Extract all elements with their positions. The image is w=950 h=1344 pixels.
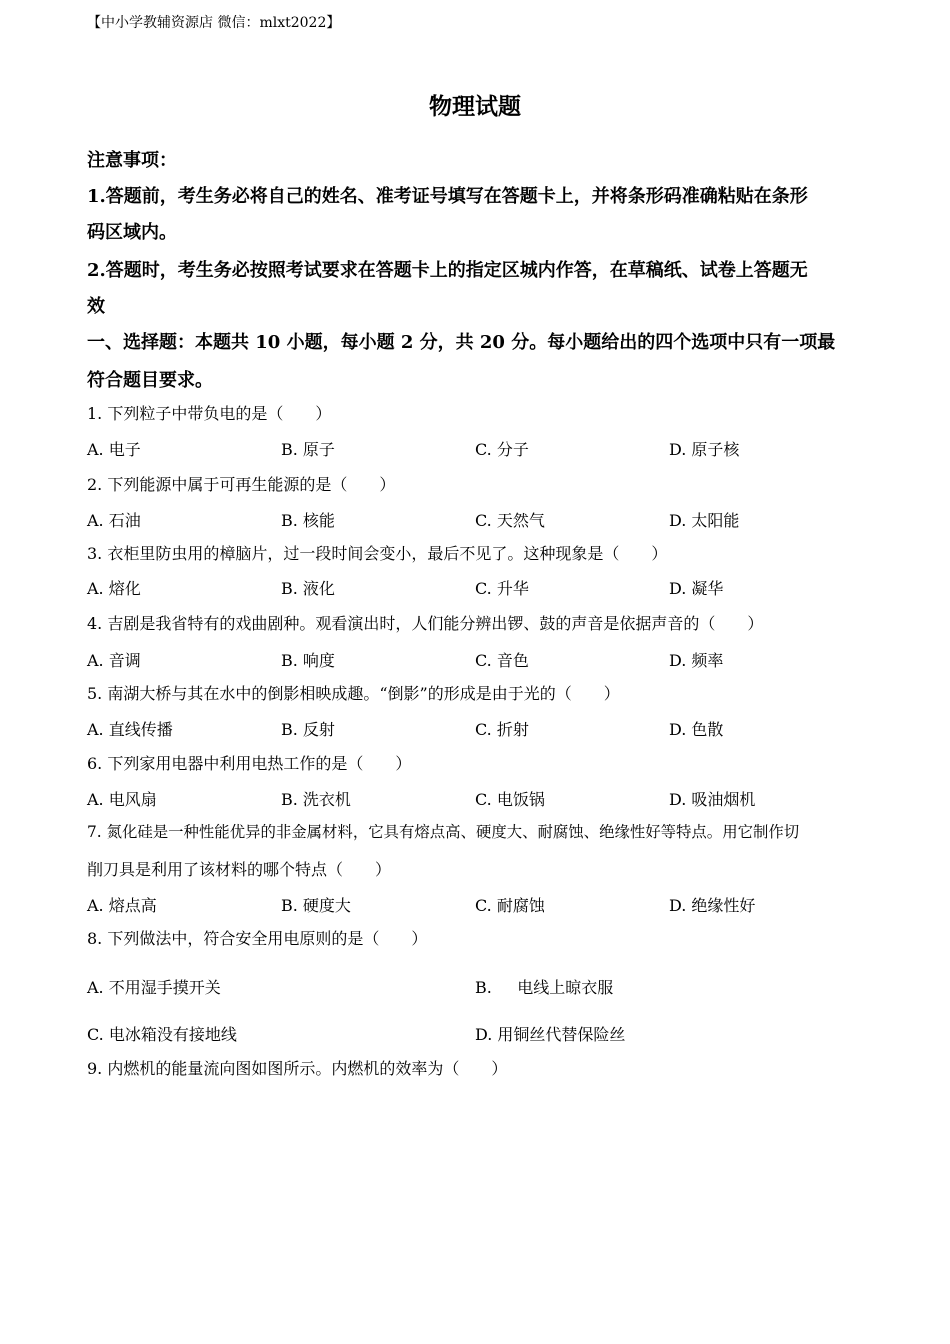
question-7-option-c: C. 耐腐蚀 [475, 896, 545, 915]
section-1-heading-line-1: 一、选择题：本题共 10 小题，每小题 2 分，共 20 分。每小题给出的四个选项中只有一项最 [87, 332, 836, 353]
question-3-option-b: B. 液化 [281, 579, 335, 598]
notice-item-2-line-1: 2.答题时，考生务必按照考试要求在答题卡上的指定区城内作答，在草稿纸、试卷上答题无 [87, 260, 808, 281]
question-2-option-c: C. 天然气 [475, 511, 545, 530]
question-6-option-d: D. 吸油烟机 [669, 790, 756, 809]
question-8-option-b: B. 电线上晾衣服 [475, 978, 614, 997]
question-4-option-a: A. 音调 [87, 651, 141, 670]
question-2-option-a: A. 石油 [87, 511, 141, 530]
notice-item-1-line-2: 码区域内。 [87, 222, 177, 243]
question-2-option-d: D. 太阳能 [669, 511, 740, 530]
question-8-stem: 8. 下列做法中，符合安全用电原则的是（ ） [87, 929, 428, 948]
question-4-option-d: D. 频率 [669, 651, 724, 670]
question-2-stem: 2. 下列能源中属于可再生能源的是（ ） [87, 475, 396, 494]
question-7-stem-line-2: 削刀具是利用了该材料的哪个特点（ ） [87, 860, 392, 879]
question-1-stem: 1. 下列粒子中带负电的是（ ） [87, 404, 332, 423]
question-1-option-a: A. 电子 [87, 440, 141, 459]
notice-item-1-line-1: 1.答题前，考生务必将自己的姓名、准考证号填写在答题卡上，并将条形码准确粘贴在条形 [87, 186, 808, 207]
question-5-stem: 5. 南湖大桥与其在水中的倒影相映成趣。“倒影”的形成是由于光的（ ） [87, 684, 620, 703]
question-8-option-c: C. 电冰箱没有接地线 [87, 1025, 237, 1044]
question-8-option-d: D. 用铜丝代替保险丝 [475, 1025, 626, 1044]
question-5-option-a: A. 直线传播 [87, 720, 173, 739]
question-7-option-a: A. 熔点高 [87, 896, 157, 915]
question-5-option-d: D. 色散 [669, 720, 724, 739]
question-1-option-b: B. 原子 [281, 440, 335, 459]
page-title: 物理试题 [429, 93, 521, 120]
question-8-option-a: A. 不用湿手摸开关 [87, 978, 221, 997]
question-4-stem: 4. 吉剧是我省特有的戏曲剧种。观看演出时，人们能分辨出锣、鼓的声音是依据声音的（ ） [87, 614, 764, 633]
question-5-option-c: C. 折射 [475, 720, 529, 739]
question-2-option-b: B. 核能 [281, 511, 335, 530]
question-5-option-b: B. 反射 [281, 720, 335, 739]
question-1-option-c: C. 分子 [475, 440, 529, 459]
question-3-option-a: A. 熔化 [87, 579, 141, 598]
question-4-option-b: B. 响度 [281, 651, 335, 670]
header-note: 【中小学教辅资源店 微信：mlxt2022】 [87, 15, 341, 31]
question-1-option-d: D. 原子核 [669, 440, 740, 459]
question-3-option-c: C. 升华 [475, 579, 529, 598]
question-7-option-d: D. 绝缘性好 [669, 896, 756, 915]
section-1-heading-line-2: 符合题目要求。 [87, 370, 213, 391]
notice-heading: 注意事项： [87, 150, 177, 171]
question-6-option-c: C. 电饭锅 [475, 790, 545, 809]
question-6-option-b: B. 洗衣机 [281, 790, 351, 809]
question-6-option-a: A. 电风扇 [87, 790, 157, 809]
question-3-stem: 3. 衣柜里防虫用的樟脑片，过一段时间会变小，最后不见了。这种现象是（ ） [87, 544, 668, 563]
question-6-stem: 6. 下列家用电器中利用电热工作的是（ ） [87, 754, 412, 773]
question-4-option-c: C. 音色 [475, 651, 529, 670]
question-9-stem: 9. 内燃机的能量流向图如图所示。内燃机的效率为（ ） [87, 1059, 508, 1078]
notice-item-2-line-2: 效 [87, 296, 105, 317]
question-7-option-b: B. 硬度大 [281, 896, 351, 915]
question-7-stem-line-1: 7. 氮化硅是一种性能优异的非金属材料，它具有熔点高、硬度大、耐腐蚀、绝缘性好等特点。用它制作切 [87, 823, 800, 841]
question-3-option-d: D. 凝华 [669, 579, 724, 598]
